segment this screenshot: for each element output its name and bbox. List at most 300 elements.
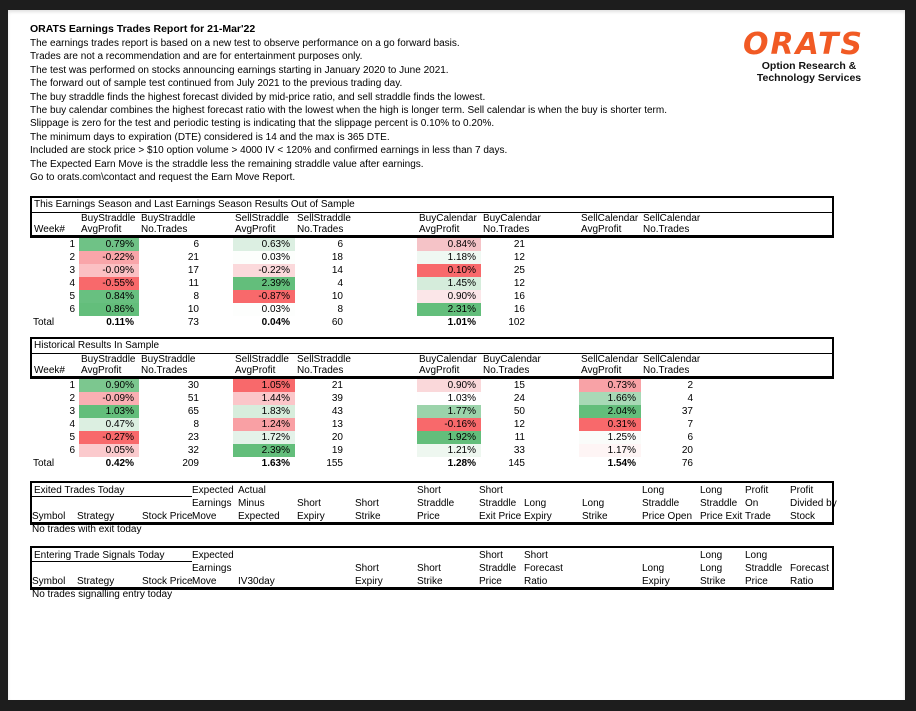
column-group-header [701,213,833,225]
avgprofit-cell: 0.63% [233,237,295,252]
avgprofit-cell: 0.90% [79,378,139,393]
column-header [351,224,417,237]
column-header-line [238,562,275,575]
trades-count-cell: 12 [513,419,525,430]
column-group-header: SellStraddle [235,213,289,224]
avgprofit-cell: 0.90% [417,378,481,393]
column-group-header: BuyCalendar [419,354,477,365]
spacer-cell [533,457,579,470]
week-number-cell: 3 [69,265,75,276]
trades-count-cell [641,303,701,316]
column-header-line [32,484,65,497]
column-header [524,549,563,588]
column-header-line: Symbol [32,576,66,587]
column-header-line: Exit Price [479,511,522,522]
spacer-cell [533,277,579,290]
column-header [582,484,608,523]
trades-count-cell: 51 [187,393,199,404]
avgprofit-cell: 0.90% [417,290,481,303]
spacer-cell [351,264,417,277]
trades-count-cell: 2 [687,380,693,391]
week-row [31,392,833,405]
avgprofit-cell: 1.66% [579,392,641,405]
column-header [238,549,275,588]
total-avgprofit-cell: 1.01% [447,317,476,328]
column-header-line [355,484,381,497]
intro-line: The buy straddle finds the highest forecast divided by mid-price ratio, and sell straddle finds the lowest. [30,91,486,103]
column-header [207,224,233,237]
column-header-line [790,549,829,562]
spacer-cell [351,290,417,303]
trades-count-cell: 11 [188,278,199,289]
spacer-cell [701,431,833,444]
intro-lines [30,37,667,184]
spacer-cell [701,277,833,290]
column-header-line [142,562,193,575]
total-label-cell: Total [33,458,55,469]
orats-brand-text: ORATS [742,27,864,60]
avgprofit-cell: 1.21% [417,444,481,457]
column-header-line: Forecast [524,563,563,574]
column-header-line: Straddle [479,563,517,574]
avgprofit-cell [579,303,641,316]
avgprofit-cell: 0.03% [233,251,295,264]
trades-count-cell: 12 [513,252,525,263]
column-group-header: SellStraddle [297,213,351,224]
spacer-cell [701,251,833,264]
spacer-cell [701,378,833,393]
week-number-cell: 2 [69,252,75,263]
trades-count-cell: 24 [513,393,525,404]
column-header-line: Divided by [790,498,837,509]
trades-count-cell: 16 [513,291,525,302]
exited-table-title: Exited Trades Today [34,485,125,496]
trades-count-cell: 20 [681,445,693,456]
column-header [533,224,579,237]
column-header: AvgProfit [79,224,139,237]
avgprofit-cell [579,290,641,303]
avgprofit-cell: -0.55% [79,277,139,290]
total-row [31,316,833,329]
trades-count-cell: 21 [331,380,343,391]
spacer-cell [351,303,417,316]
column-header-line [582,484,608,497]
week-row [31,303,833,316]
spacer-cell [533,418,579,431]
orats-brand-icon [741,26,878,60]
total-trades-count-cell: 209 [182,458,199,469]
column-header-line: Strike [417,576,443,587]
total-avgprofit-cell: 1.28% [447,458,476,469]
avgprofit-cell: 1.77% [417,405,481,418]
avgprofit-cell: -0.22% [233,264,295,277]
column-group-header: BuyStraddle [81,213,136,224]
column-header-line: Move [192,576,217,587]
week-number-cell: 1 [69,380,75,391]
avgprofit-cell: 0.79% [79,237,139,252]
total-trades-count-cell: 102 [508,317,525,328]
intro-line: The buy calendar combines the highest forecast ratio with the lowest when the high is longer term. Sell calendar is when the buy is shorter term. [30,105,667,117]
avgprofit-cell: -0.87% [233,290,295,303]
total-trades-count-cell: 155 [326,458,343,469]
column-header: AvgProfit [79,365,139,378]
week-row [31,264,833,277]
column-header-line: Profit [745,485,769,496]
column-header [297,484,325,523]
spacer-cell [351,316,417,329]
trades-count-cell: 6 [193,239,199,250]
column-header-line: Strategy [77,511,115,522]
spacer-cell [701,237,833,252]
column-header: No.Trades [641,365,701,378]
avgprofit-cell: 0.86% [79,303,139,316]
column-header [355,549,383,588]
column-header-line: Expected [192,485,234,496]
spacer-cell [207,277,233,290]
week-number-cell: 6 [69,304,75,315]
column-header-line [77,484,114,497]
column-header [192,549,234,588]
avgprofit-cell: 1.44% [233,392,295,405]
column-header-line: Ratio [524,576,548,587]
spacer-cell [207,237,233,252]
column-header-line: Minus [238,498,265,509]
orats-logo [739,26,879,84]
trades-count-cell: 17 [187,265,199,276]
column-header-line: Short [479,485,503,496]
week-number-cell: 1 [69,239,75,250]
total-trades-count-cell: 73 [187,317,199,328]
column-header [745,484,771,523]
column-header [479,484,521,523]
column-header-line: On [745,498,759,509]
trades-count-cell: 6 [687,432,693,443]
trades-count-cell: 19 [331,445,343,456]
avgprofit-cell: 0.03% [233,303,295,316]
report-page [8,10,905,700]
avgprofit-cell: 2.31% [417,303,481,316]
column-header-line: Expiry [524,511,552,522]
spacer-cell [533,444,579,457]
column-header-line: Expected [238,511,280,522]
avgprofit-cell: 1.24% [233,418,295,431]
column-header [479,549,516,588]
column-header: No.Trades [295,224,351,237]
column-header-line: Expiry [297,511,325,522]
column-header-line: Stock Price [142,576,193,587]
total-avgprofit-cell: 0.04% [261,317,290,328]
spacer-cell [351,378,417,393]
column-header-line [142,549,193,562]
column-header-line: Short [479,550,503,561]
column-header-line: Strike [582,511,608,522]
trades-count-cell: 8 [193,419,199,430]
column-header: Week# [31,224,79,237]
spacer-cell [701,418,833,431]
column-header: AvgProfit [579,224,641,237]
column-header: No.Trades [641,224,701,237]
column-header-line: Straddle [700,498,738,509]
column-group-header [207,354,233,366]
column-header-line: Long [642,563,665,574]
column-group-header: SellCalendar [643,213,701,224]
column-group-header [207,213,233,225]
spacer-cell [351,237,417,252]
column-header: No.Trades [295,365,351,378]
column-header [77,549,114,588]
trades-count-cell [641,277,701,290]
trades-count-cell: 4 [687,393,693,404]
week-number-cell: 4 [69,278,75,289]
column-header-line [77,562,114,575]
intro-line: Slippage is zero for the test and periodic testing is indicating that the slippage percent is 0.10% to 0.20%. [30,118,495,130]
total-trades-count-cell: 145 [508,458,525,469]
column-header-line [142,497,193,510]
spacer-cell [351,251,417,264]
trades-count-cell: 39 [331,393,343,404]
total-trades-count-cell [641,316,701,329]
avgprofit-cell: 1.83% [233,405,295,418]
avgprofit-cell: 1.03% [417,392,481,405]
week-row [31,277,833,290]
total-label-cell: Total [33,317,55,328]
trades-count-cell: 43 [331,406,343,417]
trades-count-cell [641,251,701,264]
trades-count-cell: 11 [514,432,525,443]
column-header-line: Short [355,563,379,574]
trades-count-cell: 20 [331,432,343,443]
trades-count-cell [641,264,701,277]
column-header-line: Move [192,511,217,522]
week-number-cell: 6 [69,445,75,456]
spacer-cell [533,392,579,405]
column-header [32,549,65,588]
avgprofit-cell: 0.73% [579,378,641,393]
column-header-line: Trade [745,511,771,522]
entering-table-title: Entering Trade Signals Today [34,550,165,561]
column-header-line [417,549,443,562]
column-header-line: Ratio [790,576,814,587]
column-group-header: BuyCalendar [483,213,541,224]
spacer-cell [207,405,233,418]
total-avgprofit-cell: 0.42% [105,458,134,469]
column-header [355,484,381,523]
spacer-cell [351,392,417,405]
column-header-line: Straddle [745,563,783,574]
column-header-line: Earnings [192,563,232,574]
out-of-sample-results-table [30,196,834,329]
column-header-line: Expiry [642,576,670,587]
trades-count-cell: 13 [331,419,343,430]
column-header [192,484,234,523]
out-of-sample-table-grid [30,196,834,329]
column-header: No.Trades [139,224,207,237]
spacer-cell [533,264,579,277]
avgprofit-cell: -0.16% [417,418,481,431]
column-header [142,484,193,523]
column-group-header: BuyCalendar [419,213,477,224]
avgprofit-cell [579,251,641,264]
column-header [142,549,193,588]
spacer-cell [533,237,579,252]
column-group-header: BuyStraddle [141,354,196,365]
column-header-line: Long [524,498,547,509]
trades-count-cell: 33 [513,445,525,456]
column-group-header: SellStraddle [297,354,351,365]
column-header [700,484,742,523]
intro-line: Trades are not a recommendation and are for entertainment purposes only. [30,51,363,63]
intro-line: The minimum days to expiration (DTE) considered is 14 and the max is 365 DTE. [30,131,390,143]
column-header-line: Long [700,563,723,574]
results-table-title: Historical Results In Sample [31,338,833,354]
total-avgprofit-cell: 0.11% [106,317,134,328]
spacer-cell [533,290,579,303]
spacer-cell [351,457,417,470]
column-header [238,484,280,523]
in-sample-results-table [30,337,834,470]
column-group-header: BuyCalendar [483,354,541,365]
spacer-cell [207,290,233,303]
column-header [701,224,833,237]
trades-count-cell [641,290,701,303]
column-header [700,549,726,588]
column-group-header: SellCalendar [581,213,639,224]
column-header [745,549,782,588]
column-group-header: SellStraddle [235,354,289,365]
trades-count-cell: 12 [513,278,525,289]
spacer-cell [207,444,233,457]
entering-signals-table [30,546,834,590]
logo-tagline-line1: Option Research & [761,60,857,72]
column-header-line: Price [479,576,502,587]
week-row [31,418,833,431]
column-header-line: Straddle [642,498,680,509]
column-header [77,484,114,523]
avgprofit-cell: 1.03% [79,405,139,418]
spacer-cell [533,431,579,444]
week-row [31,251,833,264]
spacer-cell [701,457,833,470]
spacer-cell [207,264,233,277]
column-header-line: Expected [192,550,234,561]
avgprofit-cell: 0.84% [79,290,139,303]
exited-trades-table [30,481,837,525]
column-header: AvgProfit [417,224,481,237]
spacer-cell [701,392,833,405]
trades-count-cell: 18 [331,252,343,263]
results-table-title: This Earnings Season and Last Earnings Season Results Out of Sample [31,197,833,213]
column-group-header: BuyStraddle [81,354,136,365]
column-header [701,365,833,378]
column-header-line [77,497,114,510]
column-header [790,549,829,588]
column-header-line: Strike [355,511,381,522]
column-header-line [238,549,275,562]
column-header-line: Short [297,498,321,509]
total-avgprofit-cell: 1.54% [607,458,636,469]
column-header-line: Actual [238,485,266,496]
column-header-line: Strategy [77,576,115,587]
intro-line: The earnings trades report is based on a new test to observe performance on a go forward basis. [30,38,460,49]
column-header-line: Forecast [790,563,829,574]
spacer-cell [701,444,833,457]
column-header-line: Short [417,485,441,496]
trades-count-cell: 6 [337,239,343,250]
report-title: ORATS Earnings Trades Report for 21-Mar'22 [30,23,256,35]
spacer-cell [533,251,579,264]
spacer-cell [207,392,233,405]
column-header: No.Trades [139,365,207,378]
week-row [31,378,833,393]
trades-count-cell: 7 [687,419,693,430]
column-header-line [524,484,552,497]
spacer-cell [533,378,579,393]
spacer-cell [701,290,833,303]
column-header [524,484,552,523]
column-header-line [142,484,193,497]
spacer-cell [207,303,233,316]
avgprofit-cell: 0.05% [79,444,139,457]
column-header-line [297,484,325,497]
column-header [533,365,579,378]
week-number-cell: 5 [69,291,75,302]
avgprofit-cell: 1.45% [417,277,481,290]
column-header-line [32,549,65,562]
avgprofit-cell: 0.10% [417,264,481,277]
column-header-line: Profit [790,485,814,496]
total-trades-count-cell: 60 [331,317,343,328]
trades-count-cell: 30 [187,380,199,391]
column-header-line: Long [642,485,665,496]
column-group-header: SellCalendar [643,354,701,365]
column-header-line: Short [417,563,441,574]
trades-count-cell: 14 [331,265,343,276]
trades-count-cell [641,237,701,252]
column-header [417,484,454,523]
avgprofit-cell: 0.31% [579,418,641,431]
column-header-line: Straddle [417,498,455,509]
column-header-line: Symbol [32,511,66,522]
column-header-line: Stock Price [142,511,193,522]
trades-count-cell: 25 [513,265,525,276]
week-row [31,237,833,252]
week-number-cell: 3 [69,406,75,417]
intro-line: The test was performed on stocks announcing earnings starting in January 2020 to June 2021. [30,64,449,76]
column-header-line: Price Exit [700,511,743,522]
column-header-line: Short [355,498,379,509]
column-header-line: Price [417,511,440,522]
total-avgprofit-cell: 1.63% [261,458,290,469]
week-number-cell: 2 [69,393,75,404]
trades-count-cell: 16 [513,304,525,315]
week-row [31,431,833,444]
avgprofit-cell [579,277,641,290]
spacer-cell [351,444,417,457]
column-header: AvgProfit [579,365,641,378]
column-header-line: Straddle [479,498,517,509]
intro-line: The Expected Earn Move is the straddle less the remaining straddle value after earnings. [30,158,424,170]
column-header [351,365,417,378]
trades-count-cell: 4 [337,278,343,289]
column-header: No.Trades [481,365,533,378]
intro-section [30,22,667,184]
column-group-header: BuyStraddle [141,213,196,224]
column-header [790,484,837,523]
trades-count-cell: 23 [187,432,199,443]
column-header-line: IV30day [238,576,275,587]
column-header-line [32,497,65,510]
logo-tagline-line2: Technology Services [756,72,862,84]
